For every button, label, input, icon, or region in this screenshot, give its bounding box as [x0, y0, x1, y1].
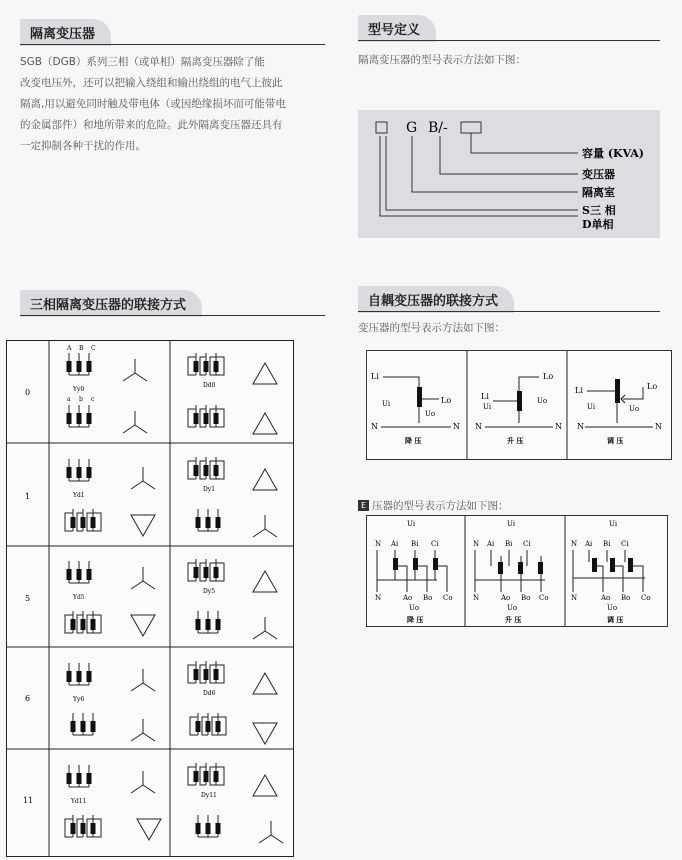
- ui-label: Ui: [382, 400, 391, 408]
- star-vector-icon: [131, 669, 155, 691]
- row-4: [65, 763, 283, 843]
- isolation-title: 隔离变压器: [20, 19, 111, 46]
- terminal-label: Ao: [501, 594, 511, 602]
- n-label: N: [555, 422, 562, 431]
- auto-intro2: [358, 498, 509, 513]
- star-vector-icon: [131, 719, 155, 741]
- uo-label: Uo: [425, 410, 436, 418]
- panel-caption: 升 压: [507, 436, 524, 445]
- delta-vector-icon: [253, 363, 277, 384]
- uo-label: Uo: [607, 604, 618, 612]
- panel-step-down: [371, 372, 460, 445]
- terminal-label: Ai: [487, 540, 495, 548]
- isolation-rule: [20, 44, 325, 45]
- phase-label: B: [79, 345, 84, 352]
- auto-panel-2: [473, 520, 549, 624]
- vector-group-label: Dd0: [203, 382, 216, 389]
- lo-label: Lo: [647, 382, 658, 391]
- single-phase-panels: [366, 350, 672, 460]
- terminal-label: Bo: [521, 594, 531, 602]
- delta-vector-icon: [253, 413, 277, 434]
- terminal-label: Ci: [431, 540, 439, 548]
- terminal-label: N: [473, 540, 480, 548]
- vector-group-label: Dy11: [201, 792, 217, 799]
- delta-vector-icon: [253, 673, 277, 694]
- winding-coils: [190, 713, 226, 735]
- isolation-line: 改变电压外，还可以把输入绕组和输出绕组的电气上彼此: [20, 77, 283, 89]
- winding-coils: [188, 559, 224, 581]
- panel-caption: 降 压: [407, 615, 424, 624]
- model-box-icon: [376, 122, 387, 133]
- phase-label: a: [67, 396, 71, 403]
- ui-label: Ui: [609, 520, 618, 528]
- terminal-label: Ci: [523, 540, 531, 548]
- winding-coils: [65, 611, 101, 633]
- terminal-label: Ao: [601, 594, 611, 602]
- winding-coils: [67, 663, 92, 685]
- delta-vector-icon: [253, 469, 277, 490]
- model-label: 隔离室: [582, 186, 615, 199]
- terminal-label: Bo: [423, 594, 433, 602]
- phase-label: c: [91, 396, 95, 403]
- row-2: [65, 559, 277, 639]
- isolation-line: 隔离,用以避免同时触及带电体（或因绝缘损坏而可能带电: [20, 98, 286, 110]
- delta-vector-icon: [253, 775, 277, 796]
- uo-label: Uo: [537, 397, 548, 405]
- star-vector-icon: [131, 771, 155, 793]
- ui-label: Ui: [507, 520, 516, 528]
- phase-label: b: [79, 396, 83, 403]
- terminal-label: Ci: [621, 540, 629, 548]
- vector-group-label: Dy1: [203, 486, 216, 493]
- phase-label: C: [91, 345, 96, 352]
- winding-coils: [67, 459, 92, 481]
- lo-label: Lo: [543, 372, 554, 381]
- ui-label: Ui: [407, 520, 416, 528]
- row-3: [67, 661, 278, 744]
- n-label: N: [475, 422, 482, 431]
- phase-label: A: [67, 345, 72, 352]
- terminal-label: Ai: [391, 540, 399, 548]
- li-label: Li: [575, 386, 583, 395]
- terminal-label: Co: [443, 594, 453, 602]
- panel-caption: 升 压: [505, 615, 522, 624]
- li-label: Li: [371, 372, 379, 381]
- panel-caption: 降 压: [405, 436, 422, 445]
- star-vector-icon: [131, 467, 155, 489]
- uo-label: Uo: [409, 604, 420, 612]
- three-phase-auto-panels: [366, 515, 668, 627]
- delta-vector-icon: [137, 819, 161, 840]
- model-label: D单相: [582, 218, 614, 231]
- winding-coils: [67, 561, 92, 583]
- delta-vector-icon: [131, 615, 155, 636]
- delta-vector-icon: [131, 515, 155, 536]
- auto-panel-1: [375, 520, 453, 624]
- terminal-label: N: [571, 594, 578, 602]
- uo-label: Uo: [507, 604, 518, 612]
- uo-label: Uo: [629, 405, 640, 413]
- n-label: N: [655, 422, 662, 431]
- auto-title: 自耦变压器的联接方式: [358, 286, 514, 313]
- auto-rule: [358, 311, 660, 312]
- row-number: 11: [23, 796, 34, 805]
- isolation-paragraph: [20, 52, 330, 157]
- n-label: N: [371, 422, 378, 431]
- star-vector-icon: [123, 359, 147, 381]
- auto-panel-3: [571, 520, 651, 624]
- winding-coils: [188, 405, 224, 427]
- isolation-line: SGB（DGB）系列三相（或单相）隔离变压器除了能: [20, 56, 265, 68]
- vector-group-label: Dd6: [203, 690, 216, 697]
- ui-label: Ui: [483, 403, 492, 411]
- model-capacity-box-icon: [461, 122, 481, 133]
- three-phase-rule: [20, 315, 325, 316]
- ui-label: Ui: [587, 403, 596, 411]
- winding-coils: [188, 763, 224, 785]
- winding-coils: [67, 353, 92, 375]
- panel-step-up: [475, 372, 562, 445]
- model-intro: 隔离变压器的型号表示方法如下图：: [358, 54, 526, 66]
- star-vector-icon: [123, 411, 147, 433]
- model-rule: [358, 40, 660, 41]
- model-code-b: B/-: [428, 120, 448, 136]
- model-label: S三 相: [582, 204, 616, 217]
- delta-vector-icon: [253, 723, 277, 744]
- row-number: 5: [25, 594, 31, 603]
- auto-intro: 变压器的型号表示方法如下图：: [358, 322, 505, 334]
- model-label: 容量 (KVA): [582, 147, 645, 160]
- winding-coils: [71, 713, 96, 735]
- star-vector-icon: [259, 821, 283, 843]
- connection-table-svg: [7, 341, 293, 856]
- terminal-label: N: [375, 594, 382, 602]
- vector-group-label: Dy5: [203, 588, 216, 595]
- e-icon: E: [358, 500, 369, 511]
- star-vector-icon: [253, 515, 277, 537]
- terminal-label: Bi: [505, 540, 513, 548]
- model-code-diagram: [358, 110, 660, 238]
- terminal-label: N: [571, 540, 578, 548]
- auto-intro2-text: 压器的型号表示方法如下图：: [372, 500, 509, 512]
- delta-vector-icon: [253, 571, 277, 592]
- panel-regulate: [575, 379, 662, 445]
- winding-coils: [188, 353, 224, 375]
- row-1: [65, 457, 277, 537]
- panel-caption: 调 压: [607, 615, 624, 624]
- connection-table: [6, 340, 294, 857]
- winding-coils: [65, 815, 101, 837]
- winding-coils: [196, 509, 221, 531]
- vector-group-label: Yd1: [73, 492, 85, 499]
- star-vector-icon: [131, 567, 155, 589]
- terminal-label: Co: [641, 594, 651, 602]
- three-phase-auto-svg: [367, 516, 667, 626]
- star-vector-icon: [253, 617, 277, 639]
- terminal-label: Bi: [411, 540, 419, 548]
- isolation-line: 的金属部件）和地所带来的危险。此外隔离变压器还具有: [20, 119, 283, 131]
- single-phase-svg: [367, 351, 671, 459]
- terminal-label: Ai: [585, 540, 593, 548]
- winding-coils: [65, 509, 101, 531]
- vector-group-label: Yd5: [73, 594, 85, 601]
- terminal-label: Bi: [603, 540, 611, 548]
- n-label: N: [577, 422, 584, 431]
- model-label: 变压器: [582, 168, 615, 181]
- model-diagram: [358, 110, 660, 238]
- vector-group-label: Yd11: [71, 798, 87, 805]
- winding-coils: [67, 765, 92, 787]
- row-number: 0: [25, 388, 31, 397]
- panel-caption: 调 压: [607, 436, 624, 445]
- terminal-label: Ao: [403, 594, 413, 602]
- row-number: 6: [25, 694, 31, 703]
- n-label: N: [453, 422, 460, 431]
- model-code-g: G: [406, 120, 418, 136]
- winding-coils: [188, 457, 224, 479]
- winding-coils: [67, 405, 92, 427]
- terminal-label: Bo: [621, 594, 631, 602]
- three-phase-title: 三相隔离变压器的联接方式: [20, 290, 202, 317]
- row-0: [66, 345, 277, 434]
- lo-label: Lo: [441, 396, 452, 405]
- winding-coils: [188, 661, 224, 683]
- row-number: 1: [25, 492, 31, 501]
- li-label: Li: [481, 392, 489, 401]
- terminal-label: Co: [539, 594, 549, 602]
- isolation-line: 一定抑制各种干扰的作用。: [20, 140, 146, 152]
- terminal-label: N: [375, 540, 382, 548]
- winding-coils: [196, 611, 221, 633]
- vector-group-label: Yy6: [73, 696, 85, 703]
- model-title: 型号定义: [358, 15, 436, 42]
- winding-coils: [196, 815, 221, 837]
- terminal-label: N: [473, 594, 480, 602]
- vector-group-label: Yy0: [73, 386, 85, 393]
